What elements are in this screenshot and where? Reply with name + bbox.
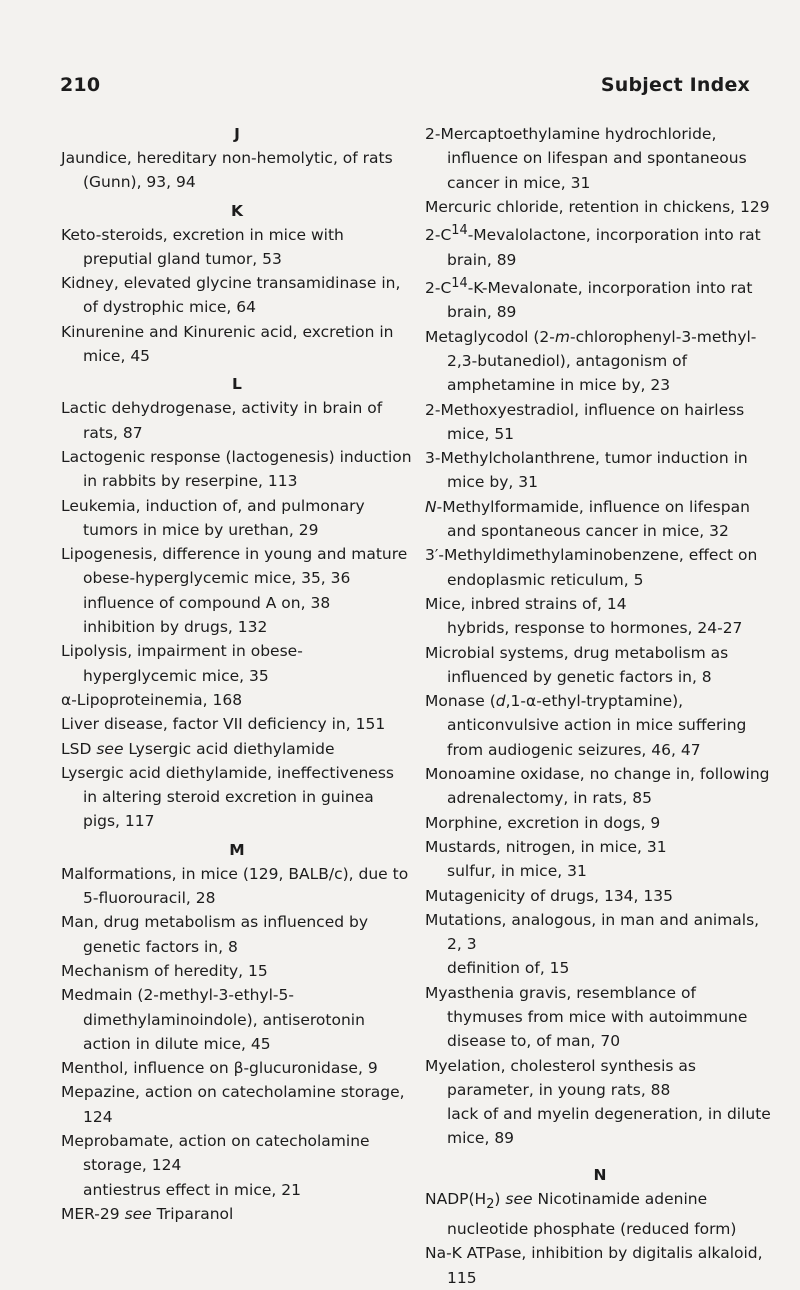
index-entry: Mechanism of heredity, 15: [61, 961, 268, 980]
index-subentry: antiestrus effect in mice, 21: [83, 1180, 301, 1199]
see-reference: see: [96, 739, 124, 758]
index-entry: Lactogenic response (lactogenesis) induction in rabbits by reserpine, 113: [61, 447, 412, 491]
entry-text: -Methylformamide, influence on lifespan and spontaneous cancer in mice, 32: [436, 497, 750, 541]
index-entry: Man, drug metabolism as influenced by genetic factors in, 8: [61, 913, 369, 956]
entry-text: Lysergic acid diethylamide: [123, 739, 335, 758]
entry-text: ,1-α-ethyl-tryptamine), anticonvulsive action in mice suffering from audiogenic seizures, 46, 47: [447, 692, 747, 759]
index-entry: Kidney, elevated glycine transamidinase in, of dystrophic mice, 64: [61, 274, 401, 317]
index-entry: Kinurenine and Kinurenic acid, excretion in mice, 45: [61, 322, 394, 366]
index-entry: Menthol, influence on β-glucuronidase, 9: [61, 1059, 378, 1078]
index-entry: Jaundice, hereditary non-hemolytic, of rats (Gunn), 93, 94: [61, 149, 393, 192]
section-letter-l: L: [232, 375, 242, 394]
index-entry: Microbial systems, drug metabolism as influenced by genetic factors in, 8: [425, 643, 729, 686]
index-entry: 3′-Methyldimethylaminobenzene, effect on endoplasmic reticulum, 5: [425, 546, 758, 589]
section-letter-j: J: [234, 125, 240, 143]
index-subentry: sulfur, in mice, 31: [447, 862, 587, 881]
italic-prefix: m: [554, 327, 570, 346]
entry-text: Nicotinamide adenine nucleotide phosphate (reduced form): [447, 1189, 737, 1239]
index-entry: α-Lipoproteinemia, 168: [61, 690, 243, 709]
section-letter-k: K: [230, 201, 243, 220]
subscript: 2: [486, 1196, 495, 1212]
index-entry: 3-Methylcholanthrene, tumor induction in mice by, 31: [425, 449, 748, 492]
index-entry: Morphine, excretion in dogs, 9: [425, 813, 661, 832]
entry-text: LSD: [61, 739, 97, 758]
page-number: 210: [60, 74, 101, 96]
superscript: 14: [451, 223, 468, 239]
index-entry: Mepazine, action on catecholamine storage, 124: [61, 1083, 405, 1126]
index-entry: [425, 272, 775, 325]
index-subentry: influence of compound A on, 38: [83, 593, 331, 612]
entry-text: Metaglycodol (2-: [425, 327, 555, 346]
see-reference: see: [505, 1189, 533, 1208]
index-entry: Malformations, in mice (129, BALB/c), due to 5-fluorouracil, 28: [61, 864, 409, 908]
index-entry: Lipogenesis, difference in young and mature obese-hyperglycemic mice, 35, 36: [61, 545, 408, 588]
index-entry: 2-Mercaptoethylamine hydrochloride, influence on lifespan and spontaneous cancer in mice, 31: [425, 125, 747, 192]
entry-text: -K-Mevalonate, incorporation into rat brain, 89: [447, 279, 753, 322]
entry-text: NADP(H: [425, 1189, 487, 1208]
index-entry: Mustards, nitrogen, in mice, 31: [425, 837, 667, 856]
entry-text: Monase (: [425, 692, 496, 711]
entry-text: -Mevalolactone, incorporation into rat brain, 89: [447, 226, 761, 269]
entry-text: Triparanol: [151, 1204, 234, 1223]
index-entry: Myasthenia gravis, resemblance of thymuses from mice with autoimmune disease to, of man, 70: [425, 983, 748, 1051]
index-entry: 2-Methoxyestradiol, influence on hairless mice, 51: [425, 400, 745, 443]
index-entry: Meprobamate, action on catecholamine storage, 124: [61, 1131, 370, 1175]
index-entry: [61, 737, 413, 761]
index-entry: Lysergic acid diethylamide, ineffectiveness in altering steroid excretion in guinea pigs, 117: [61, 763, 394, 831]
entry-text: 2-C: [425, 226, 452, 245]
index-entry: Lactic dehydrogenase, activity in brain of rats, 87: [61, 399, 383, 442]
index-entry: Keto-steroids, excretion in mice with preputial gland tumor, 53: [61, 225, 344, 268]
index-entry: Na-K ATPase, inhibition by digitalis alkaloid, 115: [425, 1244, 763, 1287]
section-letter-n: N: [593, 1165, 607, 1184]
entry-text: ): [494, 1189, 506, 1208]
see-reference: see: [124, 1204, 152, 1223]
index-entry: [425, 1187, 775, 1242]
index-entry: [61, 1202, 413, 1226]
index-entry: Mice, inbred strains of, 14: [425, 594, 627, 613]
index-entry: [425, 219, 775, 272]
index-entry: Myelation, cholesterol synthesis as parameter, in young rats, 88: [425, 1056, 697, 1099]
index-subentry: inhibition by drugs, 132: [83, 618, 268, 637]
right-column: [425, 122, 775, 1290]
index-entry: Medmain (2-methyl-3-ethyl-5-dimethylaminoindole), antiserotonin action in dilute mice, 45: [61, 986, 365, 1053]
index-entry: [425, 325, 775, 398]
italic-prefix: N: [425, 497, 437, 516]
section-letter-m: M: [229, 840, 245, 859]
left-column: [61, 122, 413, 1226]
running-title: Subject Index: [600, 74, 750, 96]
index-entry: Mutagenicity of drugs, 134, 135: [425, 886, 673, 905]
index-entry: Leukemia, induction of, and pulmonary tumors in mice by urethan, 29: [61, 496, 365, 539]
entry-text: MER-29: [61, 1204, 125, 1223]
index-subentry: definition of, 15: [447, 959, 570, 978]
entry-text: -chlorophenyl-3-methyl-2,3-butanediol), antagonism of amphetamine in mice by, 23: [447, 327, 757, 395]
index-entry: [425, 495, 775, 544]
index-entry: Monoamine oxidase, no change in, following adrenalectomy, in rats, 85: [425, 765, 770, 808]
index-subentry: hybrids, response to hormones, 24-27: [447, 619, 743, 638]
index-entry: Mutations, analogous, in man and animals, 2, 3: [425, 910, 760, 954]
index-subentry: lack of and myelin degeneration, in dilute mice, 89: [447, 1105, 771, 1148]
superscript: 14: [451, 275, 468, 291]
index-entry: Liver disease, factor VII deficiency in, 151: [61, 715, 386, 734]
entry-text: 2-C: [425, 279, 452, 298]
index-entry: [425, 689, 775, 762]
index-entry: Mercuric chloride, retention in chickens, 129: [425, 197, 770, 216]
index-entry: Lipolysis, impairment in obese-hyperglycemic mice, 35: [61, 642, 303, 685]
italic-prefix: d: [495, 692, 506, 711]
